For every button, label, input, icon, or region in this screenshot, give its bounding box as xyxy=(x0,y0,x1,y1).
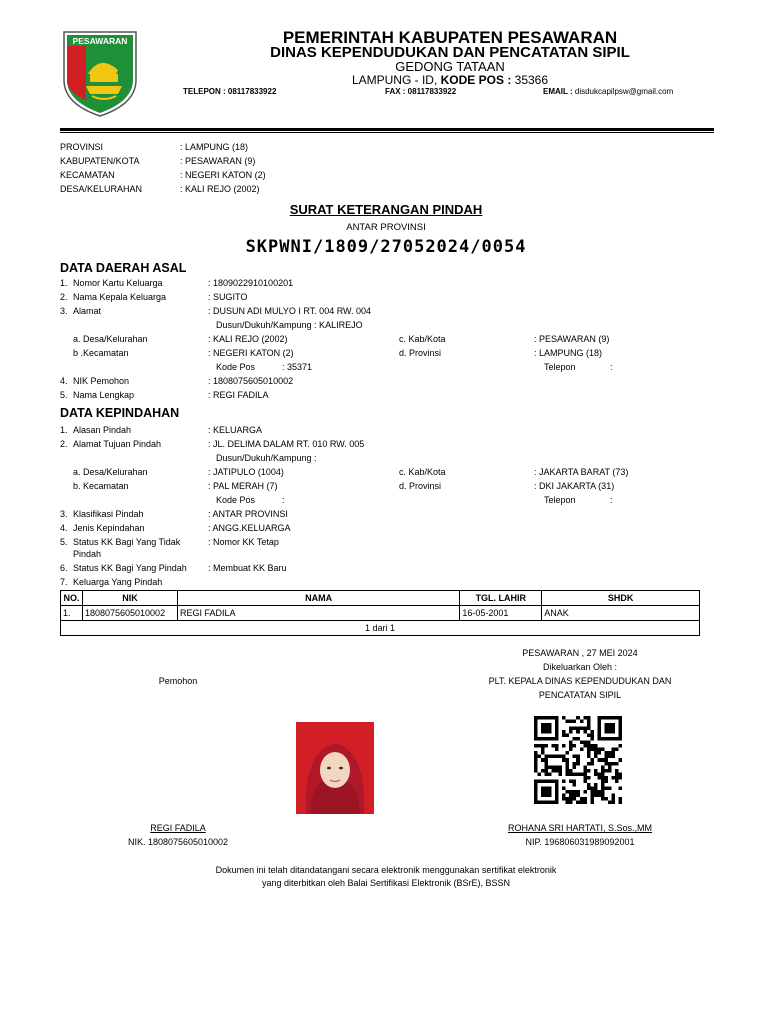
asal-kepala-value: : SUGITO xyxy=(208,292,248,302)
region-label-kecamatan: KECAMATAN xyxy=(60,170,115,180)
table-header: NO. xyxy=(61,591,83,606)
pindah-alamat-label: Alamat Tujuan Pindah xyxy=(73,439,162,449)
table-page-row xyxy=(61,621,700,636)
document-number: SKPWNI/1809/27052024/0054 xyxy=(245,237,527,257)
pindah-status-pindah-value: : Membuat KK Baru xyxy=(208,563,287,573)
qr-code xyxy=(530,716,626,804)
asal-nik-value: : 1808075605010002 xyxy=(208,376,294,386)
table-page-indicator: 1 dari 1 xyxy=(61,621,700,636)
row-number: 1. xyxy=(60,278,68,288)
pindah-telepon-label: Telepon xyxy=(544,495,576,505)
pindah-status-tidak-value: : Nomor KK Tetap xyxy=(208,537,279,547)
pindah-desa-value: : JATIPULO (1004) xyxy=(208,467,284,477)
row-number: 2. xyxy=(60,292,68,302)
kode-pos-value: 35366 xyxy=(511,73,549,87)
applicant-photo-image xyxy=(296,722,374,814)
official-title-2: PENCATATAN SIPIL xyxy=(538,690,622,700)
row-number: 3. xyxy=(60,509,68,519)
pindah-prov-value: : DKI JAKARTA (31) xyxy=(534,481,615,491)
pindah-status-tidak-label-2: Pindah xyxy=(73,549,102,559)
pindah-kec-value: : PAL MERAH (7) xyxy=(208,481,278,491)
region-value-kecamatan: : NEGERI KATON (2) xyxy=(180,170,266,180)
region-value-kabupaten: : PESAWARAN (9) xyxy=(180,156,256,166)
table-cell: 1808075605010002 xyxy=(82,606,177,621)
asal-no-kk-value: : 1809022910100201 xyxy=(208,278,294,288)
header-line-2: DINAS KEPENDUDUKAN DAN PENCATATAN SIPIL xyxy=(270,44,630,61)
place-date: PESAWARAN , 27 MEI 2024 xyxy=(522,648,638,658)
asal-telepon-label: Telepon xyxy=(544,362,576,372)
row-number: 2. xyxy=(60,439,68,449)
pindah-status-tidak-label-1: Status KK Bagi Yang Tidak xyxy=(73,537,181,547)
row-number: 1. xyxy=(60,425,68,435)
asal-nik-label: NIK Pemohon xyxy=(73,376,130,386)
pindah-klasifikasi-value: : ANTAR PROVINSI xyxy=(208,509,288,519)
fax-contact: FAX : 08117833922 xyxy=(385,87,457,96)
row-number: 4. xyxy=(60,523,68,533)
region-label-kabupaten: KABUPATEN/KOTA xyxy=(60,156,140,166)
asal-no-kk-label: Nomor Kartu Keluarga xyxy=(73,278,163,288)
asal-prov-value: : LAMPUNG (18) xyxy=(534,348,603,358)
pemohon-label: Pemohon xyxy=(158,676,198,686)
row-number: 6. xyxy=(60,563,68,573)
document-title: SURAT KETERANGAN PINDAH xyxy=(289,202,483,217)
footer-line-2: yang diterbitkan oleh Balai Sertifikasi Elektronik (BSrE), BSSN xyxy=(261,878,511,888)
logo-text: PESAWARAN xyxy=(72,36,128,46)
header-line-3: GEDONG TATAAN xyxy=(395,59,505,74)
region-value-provinsi: : LAMPUNG (18) xyxy=(180,142,249,152)
table-cell: REGI FADILA xyxy=(177,606,459,621)
asal-telepon-value: : xyxy=(610,362,613,372)
footer-note xyxy=(0,864,768,890)
region-label-desa: DESA/KELURAHAN xyxy=(60,184,143,194)
row-number: 7. xyxy=(60,577,68,587)
table-cell: 16-05-2001 xyxy=(460,606,542,621)
asal-prov-label: d. Provinsi xyxy=(399,348,442,358)
region-label-provinsi: PROVINSI xyxy=(60,142,104,152)
asal-kodepos-label: Kode Pos xyxy=(216,362,256,372)
row-number: 3. xyxy=(60,306,68,316)
pindah-kodepos-label: Kode Pos xyxy=(216,495,256,505)
table-cell: ANAK xyxy=(542,606,700,621)
email-contact: EMAIL : disdukcapilpsw@gmail.com xyxy=(543,87,674,96)
pindah-desa-label: a. Desa/Kelurahan xyxy=(73,467,148,477)
section-heading-kepindahan: DATA KEPINDAHAN xyxy=(60,406,180,420)
pindah-alasan-label: Alasan Pindah xyxy=(73,425,132,435)
asal-nama-value: : REGI FADILA xyxy=(208,390,269,400)
pindah-alamat-value: : JL. DELIMA DALAM RT. 010 RW. 005 xyxy=(208,439,365,449)
official-title-1: PLT. KEPALA DINAS KEPENDUDUKAN DAN xyxy=(488,676,672,686)
pindah-klasifikasi-label: Klasifikasi Pindah xyxy=(73,509,144,519)
pindah-dusun: Dusun/Dukuh/Kampung : xyxy=(216,453,317,463)
pindah-prov-label: d. Provinsi xyxy=(399,481,442,491)
asal-kec-label: b .Kecamatan xyxy=(73,348,129,358)
asal-kec-value: : NEGERI KATON (2) xyxy=(208,348,294,358)
asal-alamat-label: Alamat xyxy=(73,306,102,316)
telepon-contact: TELEPON : 08117833922 xyxy=(183,87,277,96)
issued-by: Dikeluarkan Oleh : xyxy=(542,662,618,672)
family-table xyxy=(60,590,700,636)
pindah-kab-label: c. Kab/Kota xyxy=(399,467,446,477)
asal-kodepos-value: : 35371 xyxy=(282,362,313,372)
document-subtitle: ANTAR PROVINSI xyxy=(346,222,426,233)
asal-kab-value: : PESAWARAN (9) xyxy=(534,334,610,344)
table-header: NAMA xyxy=(177,591,459,606)
official-name: ROHANA SRI HARTATI, S.Sos.,MM xyxy=(507,823,653,833)
asal-nama-label: Nama Lengkap xyxy=(73,390,135,400)
header-line-1: PEMERINTAH KABUPATEN PESAWARAN xyxy=(282,28,618,47)
pindah-status-pindah-label: Status KK Bagi Yang Pindah xyxy=(73,563,187,573)
table-header: TGL. LAHIR xyxy=(460,591,542,606)
header-rule-thin xyxy=(60,132,714,133)
table-header: SHDK xyxy=(542,591,700,606)
footer-line-1: Dokumen ini telah ditandatangani secara elektronik menggunakan sertifikat elektronik xyxy=(215,865,557,875)
table-header-row xyxy=(61,591,700,606)
asal-dusun: Dusun/Dukuh/Kampung : KALIREJO xyxy=(216,320,363,330)
pindah-kab-value: : JAKARTA BARAT (73) xyxy=(534,467,629,477)
section-heading-asal: DATA DAERAH ASAL xyxy=(60,261,187,275)
pindah-jenis-label: Jenis Kepindahan xyxy=(73,523,145,533)
header-rule-thick xyxy=(60,128,714,131)
pindah-kec-label: b. Kecamatan xyxy=(73,481,129,491)
row-number: 5. xyxy=(60,390,68,400)
pesawaran-logo xyxy=(62,30,138,118)
kode-pos-label: KODE POS : xyxy=(440,73,512,87)
row-number: 4. xyxy=(60,376,68,386)
header-line-4-prefix: LAMPUNG - ID, xyxy=(351,73,441,87)
pindah-kodepos-value: : xyxy=(282,495,285,505)
asal-alamat-value: : DUSUN ADI MULYO I RT. 004 RW. 004 xyxy=(208,306,372,316)
official-nip: NIP. 196806031989092001 xyxy=(525,837,635,847)
pindah-telepon-value: : xyxy=(610,495,613,505)
pindah-alasan-value: : KELUARGA xyxy=(208,425,263,435)
pemohon-name: REGI FADILA xyxy=(150,823,206,833)
pindah-jenis-value: : ANGG.KELUARGA xyxy=(208,523,291,533)
pindah-keluarga-label: Keluarga Yang Pindah xyxy=(73,577,163,587)
table-row xyxy=(61,606,700,621)
asal-desa-label: a. Desa/Kelurahan xyxy=(73,334,148,344)
asal-kab-label: c. Kab/Kota xyxy=(399,334,446,344)
pemohon-nik: NIK. 1808075605010002 xyxy=(127,837,229,847)
asal-desa-value: : KALI REJO (2002) xyxy=(208,334,288,344)
region-value-desa: : KALI REJO (2002) xyxy=(180,184,260,194)
asal-kepala-label: Nama Kepala Keluarga xyxy=(73,292,167,302)
table-cell: 1. xyxy=(61,606,83,621)
applicant-photo xyxy=(296,722,374,814)
header-line-4 xyxy=(200,73,700,87)
row-number: 5. xyxy=(60,537,68,547)
table-header: NIK xyxy=(82,591,177,606)
